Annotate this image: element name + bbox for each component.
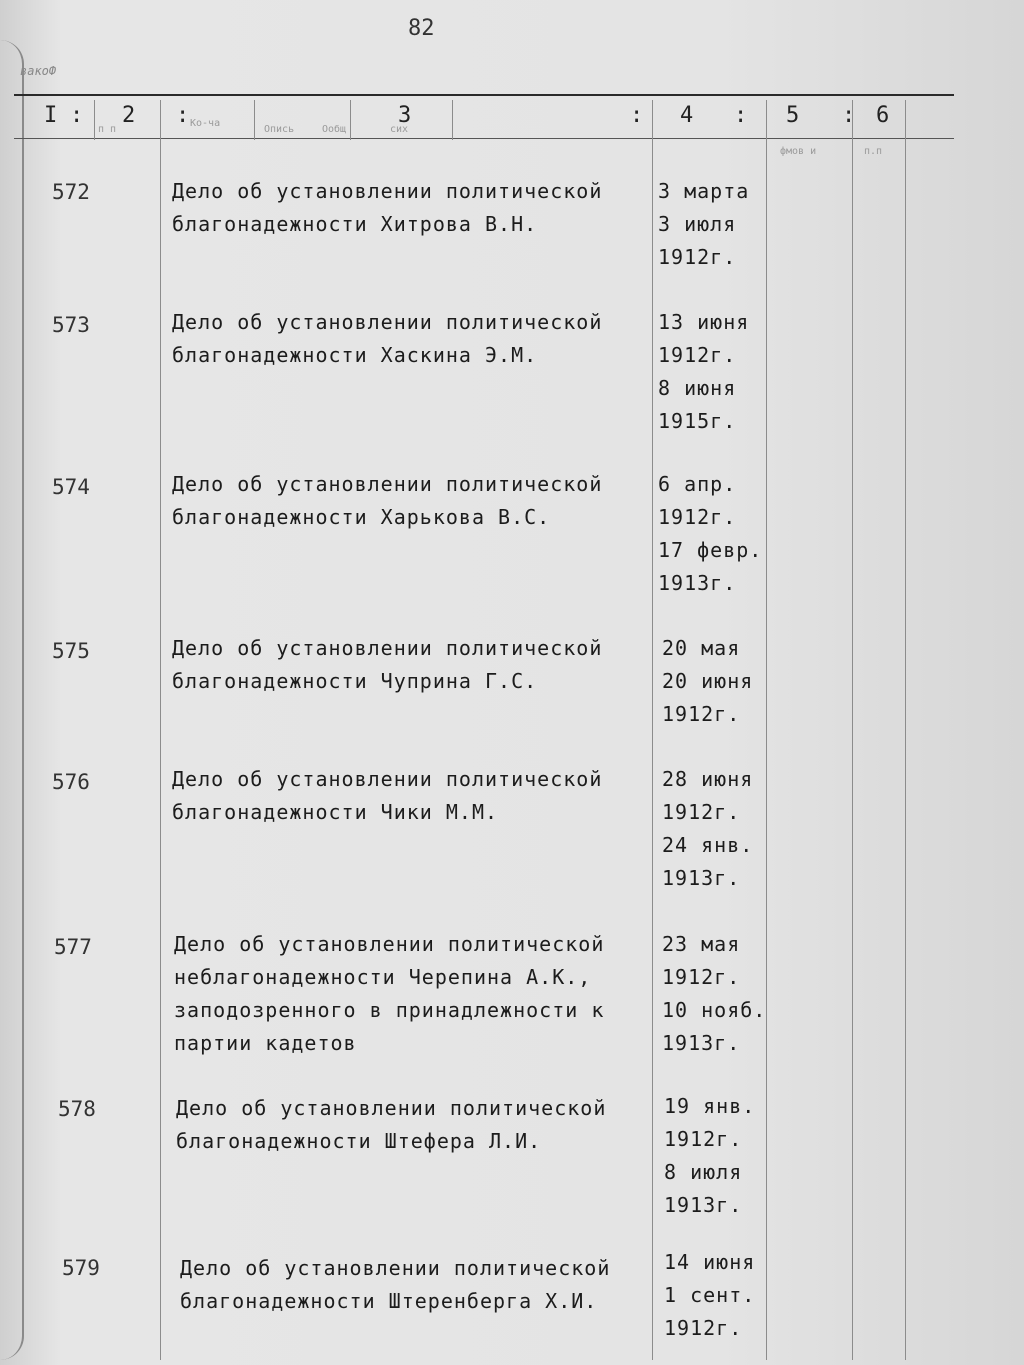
header-colon: :	[630, 103, 644, 128]
entry-number: 572	[52, 180, 90, 204]
column-divider	[905, 100, 906, 1360]
header-top-rule	[14, 94, 954, 96]
header-colon: :	[176, 103, 190, 128]
column-divider	[852, 100, 853, 1360]
column-divider	[766, 100, 767, 1360]
entry-number: 577	[54, 935, 92, 959]
header-col4: 4	[680, 103, 694, 128]
header-colon: :	[734, 103, 748, 128]
header-col2: 2	[122, 103, 136, 128]
page-number: 82	[408, 16, 435, 41]
column-divider	[254, 100, 255, 140]
binding-edge	[0, 40, 24, 1360]
header-sublabel: Опись	[264, 124, 295, 135]
header-sublabel: п.п	[864, 146, 883, 157]
header-colon: :	[70, 103, 84, 128]
header-col1: I	[44, 103, 58, 128]
header-col5: 5	[786, 103, 800, 128]
entry-number: 573	[52, 313, 90, 337]
entry-number: 576	[52, 770, 90, 794]
stamp-text: вакоФ	[20, 64, 57, 78]
header-col6: 6	[876, 103, 890, 128]
column-divider	[652, 100, 653, 1360]
header-sublabel: п п	[98, 124, 117, 135]
document-page: 82 вакоФ I : 2 : 3 : 4 : 5 : 6 п п Ко-ча Опись Ообщ сих фмов и п.п 572 Дело об установлении политической благонадежности Хитрова В.Н. 3 марта 3 июля 1912г. 573 Дело об установлении политической благонадежности Хаскина Э.М. 13 июня 1912г. 8 июня 1915г. 574 Дело об установлении политической благонадежности Харькова В.С. 6 апр. 1912г. 17 февр. 1913г. 575 Дело об установлении политической благонадежности Чуприна Г.С. 20 мая 20 июня 1912г. 576 Дело об установлении политической благонадежности Чики М.М. 28 июня 1912г. 24 янв. 1913г. 577 Дело об установлении политической неблагонадежности Черепина А.К., заподозренного в принадлежности к партии кадетов 23 мая 1912г. 10 нояб. 1913г. 578 Дело об установлении политической благонадежности Штефера Л.И. 19 янв. 1912г. 8 июля 1913г. 579 Дело об установлении политической благонадежности Штеренберга Х.И. 14 июня 1 сент. 1912г.	[0, 0, 1024, 1365]
header-col3: 3	[398, 103, 412, 128]
column-divider	[160, 100, 161, 1360]
entry-number: 575	[52, 639, 90, 663]
column-divider	[94, 100, 95, 140]
header-colon: :	[842, 103, 856, 128]
header-sublabel: Ко-ча	[190, 118, 221, 129]
entry-number: 574	[52, 475, 90, 499]
header-bottom-rule	[14, 138, 954, 139]
header-sublabel: Ообщ	[322, 124, 347, 135]
header-sublabel: фмов и	[780, 146, 817, 157]
column-divider	[452, 100, 453, 140]
header-sublabel: сих	[390, 124, 409, 135]
entry-number: 579	[62, 1256, 100, 1280]
column-divider	[350, 100, 351, 140]
entry-number: 578	[58, 1097, 96, 1121]
